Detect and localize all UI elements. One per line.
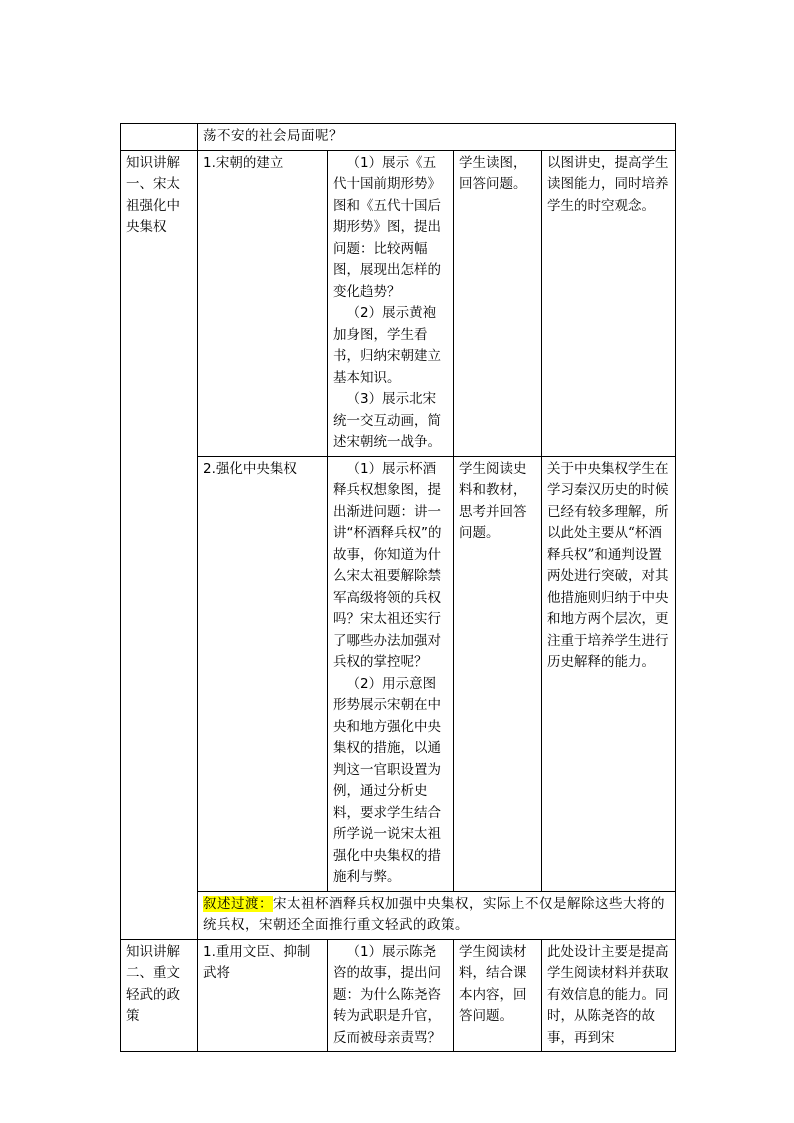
section-heading: 知识讲解一、宋太祖强化中央集权 — [121, 150, 198, 939]
table-row — [121, 150, 676, 456]
design-intent-cell: 以图讲史，提高学生读图能力，同时培养学生的时空观念。 — [542, 150, 676, 456]
design-intent-cell: 关于中央集权学生在学习秦汉历史的时候已经有较多理解，所以此处主要从“杯酒释兵权”和通判设置两处进行突破，对其他措施则归纳于中央和地方两个层次，更注重于培养学生进行历史解释的能力。 — [542, 456, 676, 891]
topic-cell: 1.重用文臣、抑制武将 — [198, 939, 328, 1052]
teacher-activity-cell — [328, 939, 454, 1052]
activity-text: （1）展示杯酒释兵权想象图，提出渐进问题：讲一讲“杯酒释兵权”的故事，你知道为什么宋太祖要解除禁军高级将领的兵权吗？宋太祖还实行了哪些办法加强对兵权的掌控呢？ — [333, 460, 442, 670]
activity-text: （1）展示《五代十国前期形势》图和《五代十国后期形势》图，提出问题：比较两幅图，展现出怎样的变化趋势？ — [333, 154, 441, 300]
topic-cell: 1.宋朝的建立 — [198, 150, 328, 456]
student-activity-cell: 学生读图，回答问题。 — [454, 150, 542, 456]
transition-label: 叙述过渡： — [203, 895, 273, 912]
section-heading: 知识讲解二、重文轻武的政策 — [121, 939, 198, 1052]
table-row — [121, 124, 676, 151]
student-activity-cell: 学生阅读材料，结合课本内容，回答问题。 — [454, 939, 542, 1052]
lesson-plan-table — [120, 123, 676, 1052]
student-activity-cell: 学生阅读史料和教材，思考并回答问题。 — [454, 456, 542, 891]
intro-text: 荡不安的社会局面呢？ — [198, 124, 676, 151]
empty-cell — [121, 124, 198, 151]
topic-cell: 2.强化中央集权 — [198, 456, 328, 891]
table-row — [121, 456, 676, 891]
transition-text: 宋太祖杯酒释兵权加强中央集权，实际上不仅是解除这些大将的统兵权，宋朝还全面推行重文轻武的政策。 — [203, 895, 665, 933]
activity-text: （2）用示意图形势展示宋朝在中央和地方强化中央集权的措施，以通判这一官职设置为例，通过分析史料，要求学生结合所学说一说宋太祖强化中央集权的措施利与弊。 — [333, 675, 441, 885]
teacher-activity-cell — [328, 456, 454, 891]
table-row — [121, 939, 676, 1052]
transition-cell — [198, 891, 676, 939]
activity-text: （1）展示陈尧咨的故事，提出问题：为什么陈尧咨转为武职是升官，反而被母亲责骂？ — [333, 943, 441, 1046]
table-row — [121, 891, 676, 939]
activity-text: （3）展示北宋统一交互动画，简述宋朝统一战争。 — [333, 391, 441, 450]
activity-text: （2）展示黄袍加身图，学生看书，归纳宋朝建立基本知识。 — [333, 305, 441, 386]
teacher-activity-cell — [328, 150, 454, 456]
design-intent-cell: 此处设计主要是提高学生阅读材料并获取有效信息的能力。同时，从陈尧咨的故事，再到宋 — [542, 939, 676, 1052]
